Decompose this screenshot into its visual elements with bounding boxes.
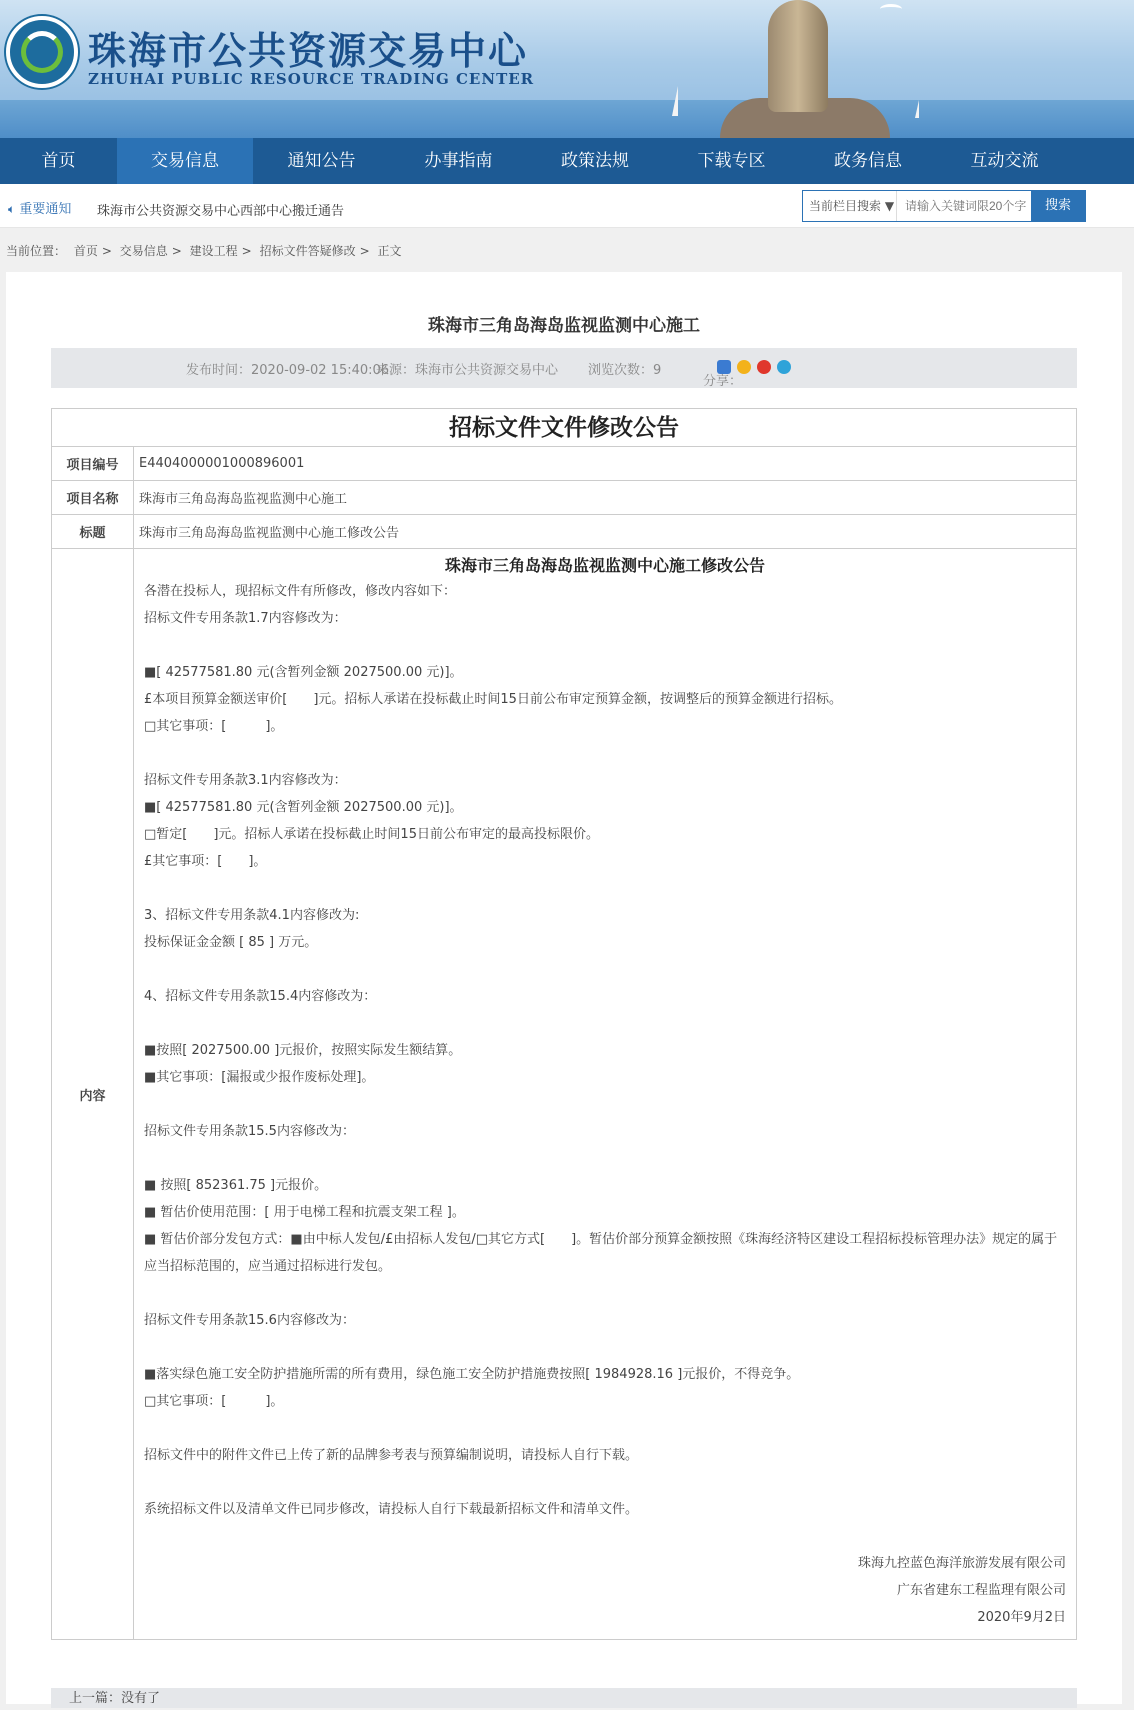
notice-label: 重要通知 — [19, 202, 72, 217]
article-meta — [51, 348, 1077, 388]
nav-item-interaction[interactable]: 互动交流 — [970, 151, 1039, 171]
caret-down-icon: ▼ — [884, 199, 895, 213]
share-weibo-icon[interactable] — [757, 360, 771, 374]
content-line: □暂定[ ]元。招标人承诺在投标截止时间15日前公布审定的最高投标限价。 — [144, 827, 599, 842]
content-line — [144, 740, 1066, 767]
header-banner — [0, 0, 1134, 138]
content-line — [144, 956, 1066, 983]
content-line: ■[ 42577581.80 元(含暂列金额 2027500.00 元)]。 — [144, 665, 463, 680]
content-line: 投标保证金金额 [ 85 ] 万元。 — [144, 935, 318, 950]
search-scope-select[interactable]: 当前栏目搜索 ▼ — [803, 191, 897, 221]
pager — [51, 1688, 1077, 1708]
content-line — [144, 1415, 1066, 1442]
content-line: □其它事项：[ ]。 — [144, 719, 284, 734]
breadcrumb-sep: > — [101, 244, 112, 258]
content-line — [144, 1523, 1066, 1550]
nav-item-gov-info[interactable]: 政务信息 — [834, 151, 902, 171]
content-line: ■按照[ 2027500.00 ]元报价，按照实际发生额结算。 — [144, 1043, 462, 1058]
search-input[interactable] — [897, 191, 1031, 221]
content-line: ■[ 42577581.80 元(含暂列金额 2027500.00 元)]。 — [144, 800, 463, 815]
article-title: 珠海市三角岛海岛监视监测中心施工 — [428, 316, 700, 336]
content-line: 各潜在投标人，现招标文件有所修改，修改内容如下： — [144, 584, 457, 599]
content-line — [144, 1280, 1066, 1307]
notice-bar — [0, 184, 1134, 228]
breadcrumb-item: 正文 — [377, 244, 402, 258]
row-value: 珠海市三角岛海岛监视监测中心施工修改公告 — [139, 526, 400, 541]
table-row — [52, 515, 1076, 549]
content-line: ■落实绿色施工安全防护措施所需的所有费用，绿色施工安全防护措施费按照[ 1984928.16 ]元报价，不得竞争。 — [144, 1367, 800, 1382]
table-caption: 招标文件文件修改公告 — [52, 409, 1076, 447]
logo-emblem-icon — [21, 31, 63, 73]
content-line — [144, 875, 1066, 902]
nav-item-guide[interactable]: 办事指南 — [424, 151, 493, 171]
share-label: 分享： — [703, 374, 743, 389]
content-line: ■ 暂估价部分发包方式：■由中标人发包/£由招标人发包/□其它方式[ ]。暂估价部分预算金额按照《珠海经济特区建设工程招标投标管理办法》规定的属于应当招标范围的，应当通过招标进行发包。 — [144, 1232, 1058, 1274]
content-line: 系统招标文件以及清单文件已同步修改，请投标人自行下载最新招标文件和清单文件。 — [144, 1502, 639, 1517]
share-tencent-icon[interactable] — [777, 360, 791, 374]
content-line: 招标文件专用条款3.1内容修改为： — [144, 773, 347, 788]
table-row — [52, 481, 1076, 515]
row-key: 项目编号 — [52, 447, 134, 480]
signature-line: 珠海九控蓝色海洋旅游发展有限公司 — [857, 1556, 1066, 1571]
content-line — [144, 1334, 1066, 1361]
content-line — [144, 1010, 1066, 1037]
signature-line: 广东省建东工程监理有限公司 — [896, 1583, 1066, 1598]
content-line: □其它事项：[ ]。 — [144, 1394, 284, 1409]
notice-table — [51, 408, 1077, 1640]
breadcrumb-item[interactable]: 首页 — [73, 244, 98, 258]
view-count: 浏览次数：9 — [588, 363, 662, 378]
nav-item-notices[interactable]: 通知公告 — [287, 151, 356, 171]
row-key: 标题 — [52, 515, 134, 548]
sailboat-icon — [915, 100, 919, 118]
content-body — [139, 549, 1071, 1639]
nav-item-downloads[interactable]: 下载专区 — [697, 151, 766, 171]
content-line — [144, 1091, 1066, 1118]
article-card — [6, 272, 1122, 1704]
breadcrumb-item[interactable]: 交易信息 — [119, 244, 168, 258]
share-area — [703, 359, 797, 389]
breadcrumb-sep: > — [171, 244, 182, 258]
publish-time: 发布时间：2020-09-02 15:40:06 — [186, 363, 390, 378]
search-bar — [802, 190, 1086, 222]
nav-item-home[interactable]: 首页 — [41, 151, 76, 171]
content-line: 4、招标文件专用条款15.4内容修改为： — [144, 989, 377, 1004]
banner-statue — [768, 0, 828, 112]
content-line — [144, 632, 1066, 659]
content-line: ■其它事项：[漏报或少报作废标处理]。 — [144, 1070, 375, 1085]
breadcrumb-sep: > — [359, 244, 370, 258]
table-row — [52, 447, 1076, 481]
content-line: 招标文件专用条款15.6内容修改为： — [144, 1313, 355, 1328]
site-title: 珠海市公共资源交易中心 — [88, 28, 529, 73]
banner-sea — [0, 100, 1134, 138]
row-key: 内容 — [52, 549, 134, 1639]
content-title: 珠海市三角岛海岛监视监测中心施工修改公告 — [444, 556, 765, 575]
breadcrumb-item[interactable]: 建设工程 — [189, 244, 238, 258]
breadcrumb-sep: > — [241, 244, 252, 258]
content-line: ■ 暂估价使用范围：[ 用于电梯工程和抗震支架工程 ]。 — [144, 1205, 465, 1220]
breadcrumb-item[interactable]: 招标文件答疑修改 — [259, 244, 356, 258]
table-row-content — [52, 549, 1076, 1639]
speaker-icon: 🔈︎ — [8, 202, 16, 216]
prev-article-link[interactable]: 上一篇：没有了 — [69, 1691, 161, 1706]
site-logo[interactable] — [6, 16, 78, 88]
content-line: 3、招标文件专用条款4.1内容修改为: — [144, 908, 360, 923]
row-key: 项目名称 — [52, 481, 134, 514]
sailboat-icon — [672, 86, 678, 116]
content-line: 招标文件中的附件文件已上传了新的品牌参考表与预算编制说明，请投标人自行下载。 — [144, 1448, 639, 1463]
content-line: 招标文件专用条款15.5内容修改为： — [144, 1124, 355, 1139]
content-line: ■ 按照[ 852361.75 ]元报价。 — [144, 1178, 328, 1193]
breadcrumb — [6, 242, 405, 259]
main-nav — [0, 138, 1134, 184]
article-source: 来源：珠海市公共资源交易中心 — [376, 363, 559, 378]
signature-line: 2020年9月2日 — [977, 1610, 1066, 1625]
notice-text[interactable]: 珠海市公共资源交易中心西部中心搬迁通告 — [97, 204, 345, 219]
row-value: E4404000001000896001 — [139, 456, 305, 471]
nav-item-trading-info[interactable]: 交易信息 — [117, 138, 253, 184]
breadcrumb-prefix: 当前位置： — [6, 244, 67, 258]
content-line: 招标文件专用条款1.7内容修改为： — [144, 611, 347, 626]
notice-label-wrap — [8, 198, 71, 217]
row-value: 珠海市三角岛海岛监视监测中心施工 — [139, 492, 348, 507]
site-subtitle: ZHUHAI PUBLIC RESOURCE TRADING CENTER — [88, 70, 535, 88]
seagull-icon — [880, 4, 902, 14]
row-value — [134, 549, 1076, 1639]
content-line — [144, 1469, 1066, 1496]
content-line: £本项目预算金额送审价[ ]元。招标人承诺在投标截止时间15日前公布审定预算金额，按调整后的预算金额进行招标。 — [144, 692, 842, 707]
search-button[interactable]: 搜索 — [1031, 191, 1085, 221]
nav-item-policy[interactable]: 政策法规 — [561, 151, 629, 171]
content-line: £其它事项：[ ]。 — [144, 854, 267, 869]
content-line — [144, 1145, 1066, 1172]
